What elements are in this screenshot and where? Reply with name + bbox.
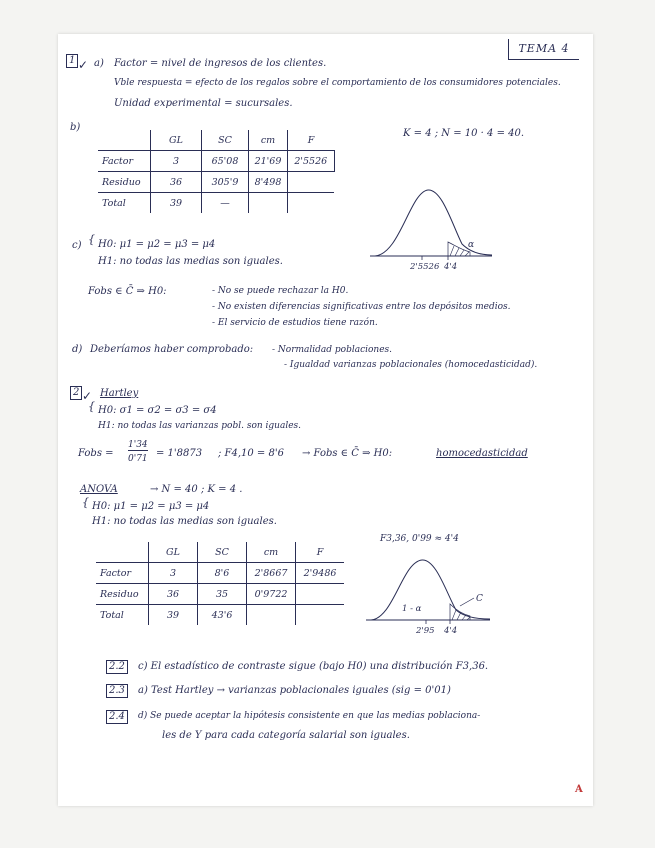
exercise-2-number: 2 [70,386,82,400]
answer-2-2-number: 2.2 [106,660,128,674]
ex1-c-label: c) [72,240,82,251]
notes-page [58,34,593,806]
fobs-item-3: - El servicio de estudios tiene razón. [212,318,378,328]
ex1-d-label: d) [72,344,83,355]
ex2-h0b: H0: μ1 = μ2 = μ3 = μ4 [92,501,210,512]
table1-cell [288,193,335,214]
hartley-conclusion-arrow: → Fobs ∈ C̄ ⇒ H0: [302,448,393,459]
table1-cell: 65'08 [202,151,249,172]
ex1-d-item-2: - Igualdad varianzas poblacionales (homocedasticidad). [284,360,538,370]
table2-cell: 36 [149,584,198,605]
answer-2-4-text: d) Se puede aceptar la hipótesis consistente en que las medias poblaciona- [138,711,481,721]
check-mark-icon: ✓ [78,58,89,72]
table2-cell [296,605,345,626]
ex2-h1b: H1: no todas las medias son iguales. [92,516,277,527]
curve2-left-label: 2'95 [416,626,435,636]
page-mark: A [575,784,583,795]
exercise-1-number: 1 [66,54,78,68]
table2-cell: 8'6 [198,563,247,584]
table2-header-f: F [296,542,345,563]
table2-header-gl: GL [149,542,198,563]
ex2-h1: H1: no todas las varianzas pobl. son iguales. [98,421,302,431]
anova-table-2 [96,542,344,625]
table2-cell: 3 [149,563,198,584]
brace-icon: { [88,233,95,246]
curve2-one-minus-alpha: 1 - α [402,604,422,614]
table2-row-label: Residuo [96,584,149,605]
hartley-conclusion: homocedasticidad [436,448,528,459]
table1-header-gl: GL [151,130,202,151]
curve2-right-label: 4'4 [444,626,458,636]
table1-cell: 21'69 [249,151,288,172]
table1-row-label: Factor [98,151,151,172]
table2-cell: 0'9722 [247,584,296,605]
table2-cell [247,605,296,626]
table2-header-sc: SC [198,542,247,563]
brace-icon: { [82,496,89,509]
ex1-a-line-1: Factor = nivel de ingresos de los clientes. [114,58,327,69]
table2-cell: 39 [149,605,198,626]
curve1-right-label: 4'4 [444,262,458,272]
table1-row-label: Residuo [98,172,151,193]
anova-table-1 [98,130,335,213]
check-mark-icon: ✓ [82,389,93,403]
f-distribution-curve-1 [370,184,500,274]
ex1-c-h1: H1: no todas las medias son iguales. [98,256,283,267]
ex1-b-label: b) [70,122,81,133]
table2-cell: 43'6 [198,605,247,626]
fobs2-den: 0'71 [128,454,148,464]
table1-cell [249,193,288,214]
table2-row-label: Factor [96,563,149,584]
ex1-a-line-2: Vble respuesta = efecto de los regalos sobre el comportamiento de los consumidores potenciales. [114,78,561,88]
table2-header-0 [96,542,149,563]
table1-cell: 2'5526 [288,151,335,172]
table1-cell [288,172,335,193]
fobs2-label: Fobs = [78,448,114,459]
curve1-alpha-label: α [468,240,475,250]
table2-cell: 35 [198,584,247,605]
fobs-item-1: - No se puede rechazar la H0. [212,286,349,296]
answer-2-2-text: c) El estadístico de contraste sigue (bajo H0) una distribución F3,36. [138,661,489,672]
fobs2-value: = 1'8873 [156,448,203,459]
table1-cell: 39 [151,193,202,214]
fobs-label: Fobs ∈ C̄ ⇒ H0: [88,286,167,297]
ex1-c-h0: H0: μ1 = μ2 = μ3 = μ4 [98,239,216,250]
answer-2-4-text-cont: les de Y para cada categoría salarial son iguales. [162,730,410,741]
table1-cell: 36 [151,172,202,193]
table2-cell: 2'8667 [247,563,296,584]
answer-2-3-number: 2.3 [106,684,128,698]
answer-2-4-number: 2.4 [106,710,128,724]
ex1-a-line-3: Unidad experimental = sucursales. [114,98,293,109]
table2-cell [296,584,345,605]
table1-cell: — [202,193,249,214]
anova-title: ANOVA [80,484,118,495]
table2-cell: 2'9486 [296,563,345,584]
ex1-d-text: Deberíamos haber comprobado: [90,344,254,355]
table1-header-f: F [288,130,335,151]
fobs2-num: 1'34 [128,440,148,450]
table2-header-cm: cm [247,542,296,563]
curve1-left-label: 2'5526 [410,262,440,272]
f-crit-hartley: ; F4,10 = 8'6 [218,448,284,459]
table1-header-0 [98,130,151,151]
answer-2-3-text: a) Test Hartley → varianzas poblacionales iguales (sig = 0'01) [138,685,451,696]
tema-box: TEMA 4 [508,39,579,60]
table1-row-label: Total [98,193,151,214]
k-n-values: K = 4 ; N = 10 · 4 = 40. [403,128,525,139]
ex1-d-item-1: - Normalidad poblaciones. [272,345,393,355]
table1-cell: 8'498 [249,172,288,193]
hartley-title: Hartley [100,388,139,399]
ex2-h0: H0: σ1 = σ2 = σ3 = σ4 [98,405,217,416]
brace-icon: { [88,400,95,413]
ex1-a-label: a) [94,58,104,69]
table1-cell: 3 [151,151,202,172]
fobs-item-2: - No existen diferencias significativas entre los depósitos medios. [212,302,511,312]
table1-header-cm: cm [249,130,288,151]
table1-header-sc: SC [202,130,249,151]
curve2-c-label: C [476,594,483,604]
f-crit-anova: F3,36, 0'99 ≈ 4'4 [380,534,459,544]
table2-row-label: Total [96,605,149,626]
anova-n-k: → N = 40 ; K = 4 . [150,484,243,495]
table1-cell: 305'9 [202,172,249,193]
